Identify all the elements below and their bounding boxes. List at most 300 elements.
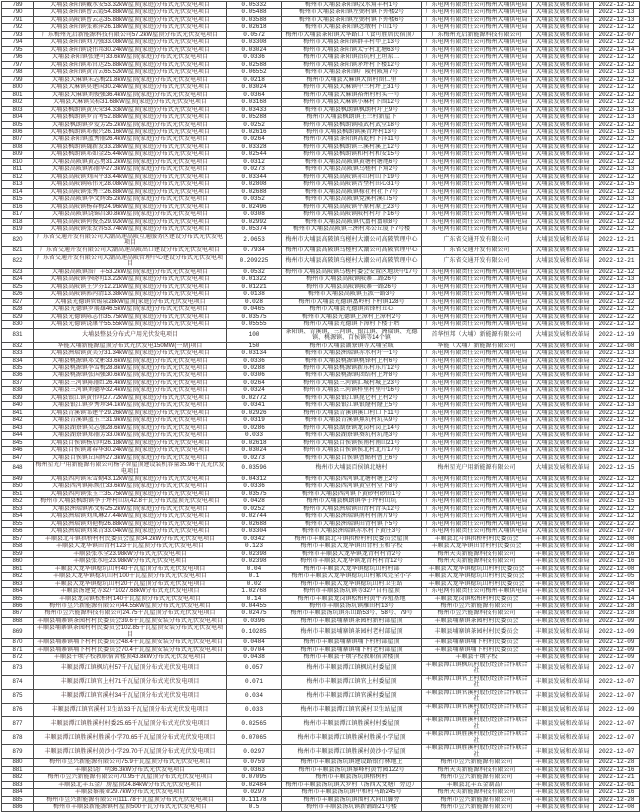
cell-address: 梅州市大埔县洲瑞镇田背村背头12号	[282, 505, 422, 512]
cell-seq: 808	[2, 143, 34, 150]
cell-filing-company: 广东电网有限责任公司梅州大埔供电局	[422, 91, 532, 98]
cell-seq: 838	[2, 387, 34, 394]
cell-project-name: 丰顺县张水旺23.98kW分布式光伏发电项目	[34, 558, 227, 565]
cell-capacity: 0.05374	[227, 226, 282, 233]
table-row	[2, 439, 640, 446]
cell-record-date: 2022-12-13	[594, 283, 640, 290]
table-row	[2, 276, 640, 283]
cell-record-date: 2022-12-28	[594, 602, 640, 609]
cell-address: 梅州市大埔县百侯镇侯南村南山21号	[282, 439, 422, 446]
cell-project-name: 大埔县茶阳镇刘力强33.08kW屋顶(家庭)分布式光伏发电项目	[34, 39, 227, 46]
cell-record-bureau: 大埔县发展和改革局	[532, 313, 594, 320]
cell-address: 梅州市大埔县大麻镇小麻村下围12号	[282, 99, 422, 106]
table-row	[2, 76, 640, 83]
cell-seq: 812	[2, 173, 34, 180]
cell-record-date: 2022-12-13	[594, 69, 640, 76]
cell-address: 梅州市大埔县茶阳镇太宁村北塘63号	[282, 46, 422, 53]
cell-capacity: 0.02618	[227, 24, 282, 31]
cell-record-date: 2022-12-12	[594, 447, 640, 454]
cell-seq: 885	[2, 796, 34, 803]
cell-record-date: 2022-12-07	[594, 717, 640, 731]
cell-seq: 880	[2, 759, 34, 766]
cell-project-name: 大埔县三河镇刘德华32.4kW屋顶(家庭)分布式光伏发电项目	[34, 387, 227, 394]
cell-project-name: 大埔县高陂镇詹广丰53.2kW屋顶(家庭)分布式光伏发电项目	[34, 268, 227, 275]
cell-filing-company: 丰顺县埔寨镇埔下村村民委员会	[422, 646, 532, 653]
cell-seq: 863	[2, 580, 34, 587]
cell-seq: 847	[2, 454, 34, 461]
cell-address: 梅州市丰顺县北斗镇拱桥村村民委员会屋顶	[282, 535, 422, 542]
cell-filing-company: 梅州市昱兴能源科技有限公司	[422, 610, 532, 617]
cell-record-bureau: 丰顺县发展和改革局	[532, 766, 594, 773]
cell-project-name: 大埔县高陂镇杨春梅24.96kW屋顶(家庭)分布式光伏发电项目	[34, 203, 227, 210]
cell-capacity: 0.071	[227, 675, 282, 689]
table-row	[2, 703, 640, 717]
cell-address: 梅州市大埔县光德镇上漳村上漳村2号	[282, 313, 422, 320]
cell-filing-company: 丰顺县潭江镇官溪村股份经济合作联合社	[422, 703, 532, 717]
cell-record-bureau: 丰顺县发展和改革局	[532, 550, 594, 557]
cell-project-name: 大埔县高陂镇刘国平33.44kW屋顶(家庭)分布式光伏发电项目	[34, 173, 227, 180]
cell-seq: 878	[2, 731, 34, 745]
cell-capacity: 0.02565	[227, 717, 282, 731]
cell-project-name: 大埔县高陂镇张秀兰26.88kW屋顶(家庭)分布式光伏发电项目	[34, 188, 227, 195]
cell-filing-company: 广东电网有限责任公司梅州大埔供电局	[422, 218, 532, 225]
cell-project-name: 大埔县光德镇饶康平55.55kW屋顶(家庭)分布式光伏发电项目	[34, 321, 227, 328]
cell-filing-company: 广东电网有限责任公司梅州大埔供电局	[422, 268, 532, 275]
cell-record-bureau: 丰顺县发展和改革局	[532, 602, 594, 609]
cell-project-name: 大埔县百侯镇萧春华30.24kW屋顶(家庭)分布式光伏发电项目	[34, 447, 227, 454]
cell-seq: 879	[2, 745, 34, 759]
cell-seq: 865	[2, 595, 34, 602]
cell-address: 梅州市丰顺县潭江镇胜溪村村委屋顶	[282, 717, 422, 731]
cell-project-name: 大埔县青溪镇蓝玉兰31.9kW屋顶(家庭)分布式光伏发电项目	[34, 417, 227, 424]
cell-address: 梅州市大埔县光德镇雷锋村丑心	[282, 306, 422, 313]
cell-seq: 814	[2, 188, 34, 195]
cell-record-date: 2022-12-12	[594, 61, 640, 68]
cell-seq: 884	[2, 789, 34, 796]
cell-capacity: 0.03344	[227, 173, 282, 180]
cell-seq: 806	[2, 128, 34, 135]
cell-filing-company: 广东电网有限责任公司梅州大埔供电局	[422, 158, 532, 165]
cell-capacity: 0.10285	[227, 625, 282, 639]
cell-project-name: 大埔县西河镇张玉兰35.75kW屋顶(家庭)分布式光伏发电项目	[34, 490, 227, 497]
cell-record-bureau: 大埔县发展和改革局	[532, 372, 594, 379]
cell-seq: 876	[2, 703, 34, 717]
cell-filing-company: 广东电网有限责任公司梅州大埔供电局	[422, 350, 532, 357]
cell-record-date: 2022-12-13	[594, 106, 640, 113]
cell-project-name: 大埔县枫朗镇邓如金25.44kW屋顶(家庭)分布式光伏发电项目	[34, 151, 227, 158]
cell-filing-company: 广东电网有限责任公司梅州大埔供电局	[422, 357, 532, 364]
table-row	[2, 580, 640, 587]
cell-record-date: 2022-12-12	[594, 136, 640, 143]
table-row	[2, 158, 640, 165]
table-row	[2, 535, 640, 542]
cell-seq: 841	[2, 409, 34, 416]
cell-seq: 791	[2, 16, 34, 23]
cell-capacity: 0.0465	[227, 306, 282, 313]
table-row	[2, 745, 640, 759]
cell-capacity: 0.02808	[227, 181, 282, 188]
cell-seq: 871	[2, 646, 34, 653]
table-row	[2, 558, 640, 565]
cell-record-date: 2022-12-09	[594, 654, 640, 661]
cell-record-bureau: 大埔县发展和改革局	[532, 424, 594, 431]
cell-seq: 813	[2, 181, 34, 188]
cell-seq: 821	[2, 247, 34, 254]
cell-filing-company: 广东电网有限责任公司梅州大埔供电局	[422, 2, 532, 9]
cell-project-name: 大埔县银江镇罗秀珍34.1kW屋顶(家庭)分布式光伏发电项目	[34, 402, 227, 409]
cell-filing-company: 广东电网有限责任公司梅州大埔供电局	[422, 432, 532, 439]
cell-address: 梅州市大埔县高陂镇黄塘村塘尾6号	[282, 158, 422, 165]
cell-capacity: 0.02484	[227, 781, 282, 788]
table-row	[2, 306, 640, 313]
cell-seq: 842	[2, 417, 34, 424]
cell-record-date: 2022-12-09	[594, 617, 640, 624]
table-row	[2, 781, 640, 788]
cell-capacity: 0.0218	[227, 76, 282, 83]
cell-record-bureau: 大埔县发展和改革局	[532, 114, 594, 121]
cell-seq: 872	[2, 654, 34, 661]
cell-seq: 858	[2, 543, 34, 550]
cell-record-date: 2022-12-08	[594, 565, 640, 572]
cell-capacity: 0.07095	[227, 774, 282, 781]
table-row	[2, 766, 640, 773]
cell-record-date: 2022-12-12	[594, 454, 640, 461]
cell-filing-company: 广东电网有限责任公司梅州大埔供电局	[422, 166, 532, 173]
table-row	[2, 16, 640, 23]
cell-record-date: 2022-12-13	[594, 490, 640, 497]
cell-capacity: 0.03596	[227, 462, 282, 476]
cell-capacity: 0.0759	[227, 759, 282, 766]
cell-project-name: 大埔县整县分布式户用光伏发电项目	[34, 328, 227, 342]
cell-capacity: 150	[227, 342, 282, 349]
cell-capacity: 0.0273	[227, 166, 282, 173]
cell-project-name: 丰顺县北斗镇拱桥村村民委员会屋顶34.2kW分布式光伏发电项目	[34, 535, 227, 542]
table-row	[2, 379, 640, 386]
cell-filing-company: 广东电网有限责任公司梅州大埔供电局	[422, 203, 532, 210]
cell-record-bureau: 大埔县发展和改革局	[532, 91, 594, 98]
cell-project-name: 丰顺县埔寨镇埔下村村民委员会70.4千瓦屋顶安装分布式光伏发电项目	[34, 646, 227, 653]
cell-filing-company: 梅州市昱兴新能源有限公司	[422, 796, 532, 803]
cell-record-date: 2022-12-12	[594, 513, 640, 520]
cell-record-date: 2022-12-07	[594, 528, 640, 535]
cell-record-date: 2022-12-12	[594, 476, 640, 483]
cell-seq: 855	[2, 520, 34, 527]
cell-project-name: 丰顺县大龙华镇稔坑山村40千瓦屋顶分布式光伏发电项目	[34, 565, 227, 572]
table-row	[2, 211, 640, 218]
cell-filing-company: 广东电网有限责任公司梅州大埔供电局	[422, 298, 532, 305]
cell-record-bureau: 丰顺县发展和改革局	[532, 759, 594, 766]
cell-seq: 861	[2, 565, 34, 572]
cell-record-bureau: 大埔县发展和改革局	[532, 291, 594, 298]
cell-capacity: 0.0312	[227, 158, 282, 165]
cell-address: 梅州市大埔县高陂镇陂寨一路26号	[282, 283, 422, 290]
cell-address: 梅州市丰顺县潭江镇官上村委屋顶	[282, 675, 422, 689]
cell-record-date: 2022-12-13	[594, 16, 640, 23]
cell-seq: 874	[2, 675, 34, 689]
cell-project-name: 大埔县洲瑞镇刘果青33.04kW屋顶(家庭)分布式光伏发电项目	[34, 528, 227, 535]
cell-address: 梅州市大埔县百侯镇侯北村北片17号	[282, 447, 422, 454]
cell-address: 梅州市大埔县茶阳镇茅坪村下楼12号	[282, 61, 422, 68]
cell-record-date: 2022-12-12	[594, 409, 640, 416]
cell-project-name: 丰顺县千顷学校教职宿舍楼顶43.8kW分布式光伏发电项目	[34, 654, 227, 661]
cell-record-date: 2022-12-16	[594, 558, 640, 565]
cell-capacity: 0.05288	[227, 114, 282, 121]
cell-address: 梅州市丰顺县汤坑镇雁田村13号	[282, 602, 422, 609]
cell-project-name: 大埔县枫朗镇黄庆荣34.33kW屋顶(家庭)分布式光伏发电项目	[34, 106, 227, 113]
cell-capacity: 0.05555	[227, 321, 282, 328]
cell-address: 梅州市丰顺县汤坑镇中和村马路245号	[282, 789, 422, 796]
cell-project-name: 梅州市昱兴新能源有限公司111.78千瓦屋顶分布式光伏发电项目	[34, 796, 227, 803]
cell-address: 梅州市大埔县高陂镇乌槎村下角2号	[282, 166, 422, 173]
cell-record-bureau: 大埔县发展和改革局	[532, 173, 594, 180]
cell-capacity: 0.0252	[227, 505, 282, 512]
cell-address: 梅州市大埔县枫朗镇和村村和安15号	[282, 151, 422, 158]
cell-record-bureau: 丰顺县发展和改革局	[532, 565, 594, 572]
cell-record-date: 2022-12-08	[594, 580, 640, 587]
cell-project-name: 丰顺县潭江镇官溪村卫生站33千瓦屋顶分布式光伏发电项目	[34, 703, 227, 717]
cell-record-date: 2022-12-12	[594, 291, 640, 298]
cell-address: 梅州市大埔县桃源镇团结村上坪8号	[282, 372, 422, 379]
cell-record-bureau: 大埔县发展和改革局	[532, 188, 594, 195]
table-row	[2, 550, 640, 557]
cell-project-name: 大埔县青溪镇邹建平29.26kW屋顶(家庭)分布式光伏发电项目	[34, 409, 227, 416]
cell-project-name: 大埔县西河镇陈焕仕33.6kW屋顶(家庭)分布式光伏发电项目	[34, 483, 227, 490]
cell-address: 梅州市大埔县三河镇汇城村城上23号	[282, 379, 422, 386]
cell-filing-company: 广东电网有限责任公司梅州大埔供电局	[422, 121, 532, 128]
cell-seq: 882	[2, 774, 34, 781]
cell-capacity: 0.01322	[227, 276, 282, 283]
cell-project-name: 大埔县西河镇朱雪勤43.12kW屋顶(家庭)分布式光伏发电项目	[34, 476, 227, 483]
table-row	[2, 654, 640, 661]
table-row	[2, 69, 640, 76]
cell-record-date: 2022-12-21	[594, 254, 640, 268]
cell-filing-company: 广东省交通开发有限公司	[422, 233, 532, 247]
cell-record-bureau: 大埔县发展和改革局	[532, 447, 594, 454]
cell-record-date: 2022-12-07	[594, 745, 640, 759]
cell-record-date: 2022-12-12	[594, 218, 640, 225]
table-row	[2, 196, 640, 203]
cell-record-bureau: 大埔县发展和改革局	[532, 454, 594, 461]
cell-address: 梅州市丰顺县大龙华镇龙背村村背2号	[282, 550, 422, 557]
cell-project-name: 广东梅州光启新能源科技有限公司57.2kW屋顶分布式光伏发电项目	[34, 31, 227, 38]
cell-record-date: 2022-12-12	[594, 268, 640, 275]
cell-record-date: 2022-12-12	[594, 306, 640, 313]
cell-project-name: 大埔县洲瑞镇郭文标25.2kW屋顶(家庭)分布式光伏发电项目	[34, 505, 227, 512]
cell-address: 梅州市大埔县光德镇富岭村下村镇128号	[282, 298, 422, 305]
cell-address: 梅州市大埔县洲瑞镇田背村镇下5号	[282, 520, 422, 527]
cell-record-bureau: 丰顺县发展和改革局	[532, 639, 594, 646]
cell-filing-company: 丰顺县埔寨镇茶园村村民委员会	[422, 617, 532, 624]
cell-capacity: 0.04	[227, 565, 282, 572]
cell-seq: 804	[2, 114, 34, 121]
cell-capacity: 0.0297	[227, 789, 282, 796]
cell-seq: 820	[2, 233, 34, 247]
cell-filing-company: 广东电网有限责任公司梅州大埔供电局	[422, 379, 532, 386]
cell-record-date: 2022-12-12	[594, 39, 640, 46]
cell-record-bureau: 丰顺县发展和改革局	[532, 535, 594, 542]
table-row	[2, 151, 640, 158]
cell-seq: 798	[2, 69, 34, 76]
cell-seq: 883	[2, 781, 34, 788]
cell-record-bureau: 大埔县发展和改革局	[532, 233, 594, 247]
table-row	[2, 394, 640, 401]
cell-record-date: 2022-12-12	[594, 158, 640, 165]
cell-project-name: 大埔县洲瑞镇刘艳梅26.88kW屋顶(家庭)分布式光伏发电项目	[34, 520, 227, 527]
cell-address: 梅州市丰顺县汤坑镇新铺路21号楼	[282, 804, 422, 811]
cell-seq: 845	[2, 439, 34, 446]
cell-seq: 792	[2, 24, 34, 31]
table-row	[2, 774, 640, 781]
cell-filing-company: 梅州市昱兴新能源有限公司	[422, 602, 532, 609]
cell-seq: 818	[2, 218, 34, 225]
cell-address: 梅州市丰顺县龙岗镇松柏村黄牛养殖基地	[282, 595, 422, 602]
cell-record-bureau: 大埔县发展和改革局	[532, 364, 594, 371]
cell-capacity: 0.0364	[227, 91, 282, 98]
cell-address: 梅州市大埔县百侯镇曹鲇村曹上6号	[282, 454, 422, 461]
cell-record-date: 2022-12-22	[594, 313, 640, 320]
cell-capacity: 0.033	[227, 432, 282, 439]
cell-filing-company: 梅州天美新能源科技有限公司	[422, 766, 532, 773]
cell-record-bureau: 丰顺县发展和改革局	[532, 625, 594, 639]
cell-record-bureau: 大埔县发展和改革局	[532, 350, 594, 357]
cell-capacity: 0.04312	[227, 476, 282, 483]
cell-record-date: 2022-12-16	[594, 789, 640, 796]
cell-seq: 869	[2, 625, 34, 639]
table-row	[2, 291, 640, 298]
cell-project-name: 华能大埔新能源屋顶分布式光伏发电150MW(一期)项目	[34, 342, 227, 349]
cell-filing-company: 广东电网有限责任公司梅州大埔供电局	[422, 513, 532, 520]
cell-project-name: 大埔县银江镇黄伟明27.72kW屋顶(家庭)分布式光伏发电项目	[34, 394, 227, 401]
cell-capacity: 0.0264	[227, 136, 282, 143]
cell-record-bureau: 大埔县发展和改革局	[532, 128, 594, 135]
cell-seq: 811	[2, 166, 34, 173]
cell-address: 梅州市大埔县西河镇下黄砂村砂田1号	[282, 490, 422, 497]
cell-address: 梅州市大埔县茶阳镇恋墩村下山1号	[282, 24, 422, 31]
cell-project-name: 丰顺县北丰五金厂房屋顶24.84kW分布式光伏发电项目	[34, 781, 227, 788]
cell-filing-company: 广东电网有限责任公司梅州大埔供电局	[422, 188, 532, 195]
cell-record-date: 2022-12-13	[594, 276, 640, 283]
cell-record-date: 2022-12-13	[594, 166, 640, 173]
table-row	[2, 54, 640, 61]
cell-filing-company: 广东电网有限责任公司梅州大埔供电局	[422, 173, 532, 180]
cell-record-date: 2022-12-12	[594, 188, 640, 195]
cell-seq: 852	[2, 498, 34, 505]
cell-address: 梅州市大埔县高陂镇乌槎村委会安置区地块中17号	[282, 268, 422, 275]
table-row	[2, 639, 640, 646]
table-row	[2, 759, 640, 766]
cell-project-name: 大埔县茶阳镇戴水安53.32kW屋顶(家庭)分布式光伏发电项目	[34, 2, 227, 9]
cell-record-date: 2022-12-12	[594, 424, 640, 431]
table-row	[2, 254, 640, 268]
cell-filing-company: 广东梅州光启新能源科技有限公司	[422, 31, 532, 38]
cell-project-name: 丰顺县潭江镇胜溪村村委25.65千瓦屋顶分布式光伏发电项目	[34, 717, 227, 731]
table-row	[2, 99, 640, 106]
cell-filing-company: 广东电网有限责任公司梅州大埔供电局	[422, 306, 532, 313]
cell-seq: 851	[2, 490, 34, 497]
cell-record-date: 2022-12-12	[594, 203, 640, 210]
cell-capacity: 0.0324	[227, 387, 282, 394]
cell-seq: 810	[2, 158, 34, 165]
table-row	[2, 203, 640, 210]
cell-record-date: 2022-12-12	[594, 91, 640, 98]
cell-capacity: 0.0428	[227, 498, 282, 505]
cell-record-date: 2022-12-12	[594, 99, 640, 106]
cell-filing-company: 广东电网有限责任公司梅州大埔供电局	[422, 84, 532, 91]
cell-address: 梅州市大埔县高陂镇陂村村圩下16号	[282, 211, 422, 218]
table-row	[2, 520, 640, 527]
cell-address: 梅州市大埔县枫朗镇三溪村溪上12号	[282, 143, 422, 150]
cell-seq: 829	[2, 313, 34, 320]
cell-address: 梅州市丰顺县潭江镇胜溪村黄沙小学屋顶	[282, 745, 422, 759]
cell-record-date: 2022-12-15	[594, 462, 640, 476]
cell-record-bureau: 大埔县发展和改革局	[532, 462, 594, 476]
cell-seq: 848	[2, 462, 34, 476]
cell-record-date: 2022-12-07	[594, 731, 640, 745]
cell-record-date: 2022-12-12	[594, 84, 640, 91]
cell-filing-company: 广东电网有限责任公司梅州大埔供电局	[422, 39, 532, 46]
table-row	[2, 602, 640, 609]
cell-capacity: 0.03328	[227, 143, 282, 150]
cell-record-date: 2022-12-12	[594, 226, 640, 233]
cell-capacity: 0.0704	[227, 646, 282, 653]
cell-capacity: 0.03308	[227, 39, 282, 46]
cell-address: 梅州市丰顺县埔寨镇茶园村老村部屋顶	[282, 625, 422, 639]
cell-project-name: 大埔县大麻镇刘俊强36.4kW屋顶(家庭)分布式光伏发电项目	[34, 91, 227, 98]
cell-address: 梅州市丰顺县大龙华镇稔坑山村紫凤完全小学	[282, 573, 422, 580]
cell-address: 梅州市大埔县高陂镇陂寨二路26号	[282, 276, 422, 283]
cell-record-date: 2022-12-12	[594, 173, 640, 180]
cell-record-bureau: 丰顺县发展和改革局	[532, 689, 594, 703]
cell-filing-company: 广东电网有限责任公司梅州大埔供电局	[422, 276, 532, 283]
table-row	[2, 476, 640, 483]
table-row	[2, 490, 640, 497]
cell-record-bureau: 大埔县发展和改革局	[532, 417, 594, 424]
cell-record-bureau: 大埔县发展和改革局	[532, 498, 594, 505]
table-row	[2, 505, 640, 512]
table-row	[2, 106, 640, 113]
cell-project-name: 大埔县枫朗镇罗爱芳25.2kW屋顶(家庭)分布式光伏发电项目	[34, 121, 227, 128]
cell-record-date: 2022-12-12	[594, 121, 640, 128]
table-row	[2, 610, 640, 617]
cell-seq: 803	[2, 106, 34, 113]
cell-record-bureau: 大埔县发展和改革局	[532, 321, 594, 328]
cell-filing-company: 丰顺县北斗镇拱桥村村民委员会	[422, 535, 532, 542]
cell-project-name: 梅州市昱兴能源科技有限公司24.75千瓦屋顶分布式光伏发电项目	[34, 610, 227, 617]
cell-seq: 875	[2, 689, 34, 703]
cell-capacity: 0.05488	[227, 9, 282, 16]
cell-record-date: 2022-12-07	[594, 689, 640, 703]
cell-project-name: 大埔县高陂镇黄志勇31.2kW屋顶(家庭)分布式光伏发电项目	[34, 158, 227, 165]
cell-project-name: 丰顺县潭江镇官溪村34千瓦屋顶分布式光伏发电项目	[34, 689, 227, 703]
cell-capacity: 0.0286	[227, 424, 282, 431]
cell-project-name: 梅州市昱兴新能源有限公司70.95千瓦屋顶分布式光伏发电项目	[34, 774, 227, 781]
cell-project-name: 大埔县桃源镇李雪梅28.8kW屋顶(家庭)分布式光伏发电项目	[34, 364, 227, 371]
cell-seq: 840	[2, 402, 34, 409]
cell-seq: 868	[2, 617, 34, 624]
cell-capacity: 0.14	[227, 595, 282, 602]
table-row	[2, 717, 640, 731]
cell-record-bureau: 大埔县发展和改革局	[532, 211, 594, 218]
cell-record-date: 2022-12-14	[594, 46, 640, 53]
cell-address: 梅州市丰顺县埔寨镇茶园村新村部屋顶	[282, 617, 422, 624]
cell-capacity: 0.057	[227, 661, 282, 675]
cell-record-bureau: 大埔县发展和改革局	[532, 218, 594, 225]
cell-address: 梅州市大埔县大麻镇中兰村坪上31号	[282, 84, 422, 91]
cell-record-date: 2022-12-12	[594, 379, 640, 386]
cell-address: 梅州市丰顺县汤坑镇大罗村（汤西大文塘厂旁边）	[282, 781, 422, 788]
cell-record-date: 2022-12-13	[594, 196, 640, 203]
cell-filing-company: 广东电网有限责任公司梅州大埔供电局	[422, 402, 532, 409]
